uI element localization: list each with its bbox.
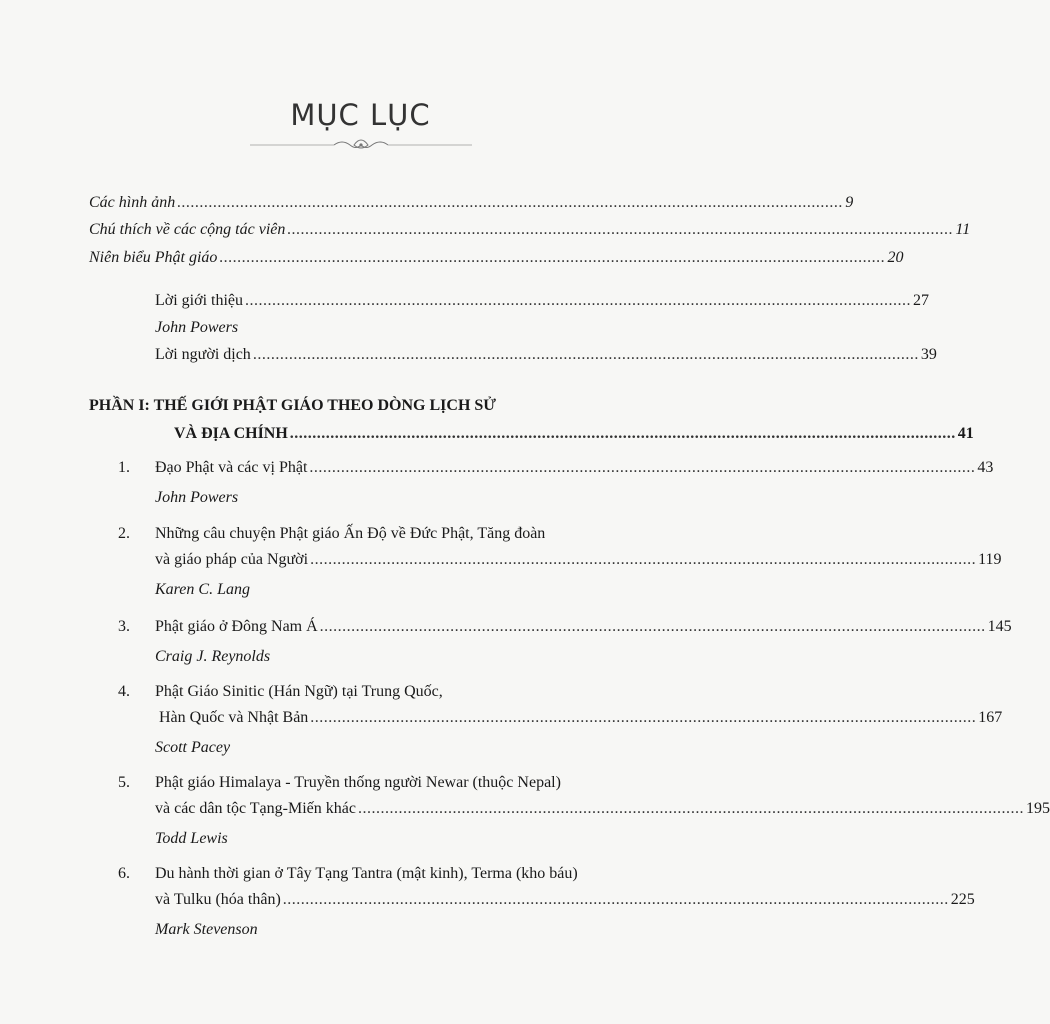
leader-dots: .................................................................................................................................................... [357,800,1024,817]
entry-label: VÀ ĐỊA CHÍNH [174,425,288,442]
entry-page: 9 [845,194,854,211]
chapter-number: 1. [118,459,130,476]
entry-label: và giáo pháp của Người [155,551,309,568]
entry-page: 119 [978,551,1002,568]
page-title: MỤC LỤC [290,98,431,132]
leader-dots: .................................................................................................................................................... [310,551,977,568]
leader-dots: .................................................................................................................................................... [319,618,986,635]
chapter-author: Scott Pacey [155,739,231,756]
chapter-author: Craig J. Reynolds [155,648,271,665]
entry-label: Các hình ảnh [89,194,176,211]
chapter-author: Todd Lewis [155,830,228,847]
title-ornament-icon [250,136,472,154]
leader-dots: .................................................................................................................................................... [219,249,886,266]
leader-dots: .................................................................................................................................................... [287,221,954,238]
entry-page: 145 [987,618,1012,635]
toc-entry-translator-note[interactable] [155,345,937,365]
chapter-number: 5. [118,774,130,791]
entry-page: 41 [957,425,974,442]
part1-heading-line2[interactable] [174,424,974,444]
leader-dots: .................................................................................................................................................... [245,292,912,309]
entry-label: Chú thích về các cộng tác viên [89,221,286,238]
entry-label: Niên biểu Phật giáo [89,249,218,266]
leader-dots: .................................................................................................................................................... [309,459,976,476]
entry-page: 11 [955,221,971,238]
leader-dots: .................................................................................................................................................... [177,194,844,211]
toc-entry-chapter-4[interactable] [159,708,1003,728]
leader-dots: .................................................................................................................................................... [310,709,977,726]
entry-label: Hàn Quốc và Nhật Bản [159,709,309,726]
entry-label: và Tulku (hóa thân) [155,891,281,908]
entry-label: Lời người dịch [155,346,251,363]
chapter-title-line1[interactable]: Phật Giáo Sinitic (Hán Ngữ) tại Trung Quốc, [155,683,443,700]
entry-page: 43 [977,459,994,476]
entry-page: 39 [920,346,937,363]
toc-entry-introduction[interactable] [155,291,930,311]
chapter-author: Mark Stevenson [155,921,258,938]
toc-entry-chapter-2[interactable] [155,550,1002,570]
toc-entry-chapter-1[interactable] [155,458,994,478]
entry-page: 27 [913,292,930,309]
entry-page: 167 [978,709,1003,726]
chapter-number: 6. [118,865,130,882]
entry-page: 20 [887,249,904,266]
chapter-title-line1[interactable]: Phật giáo Himalaya - Truyền thống người Newar (thuộc Nepal) [155,774,561,791]
toc-entry-chapter-3[interactable] [155,617,1012,637]
toc-entry-images[interactable] [89,193,854,213]
chapter-author: John Powers [155,489,239,506]
toc-entry-contributors[interactable] [89,220,971,240]
toc-entry-chapter-6[interactable] [155,890,975,910]
chapter-title-line1[interactable]: Du hành thời gian ở Tây Tạng Tantra (mật kinh), Terma (kho báu) [155,865,578,882]
leader-dots: .................................................................................................................................................... [282,891,949,908]
leader-dots: .................................................................................................................................................... [252,346,919,363]
chapter-title-line1[interactable]: Những câu chuyện Phật giáo Ấn Độ về Đức Phật, Tăng đoàn [155,525,546,542]
chapter-number: 4. [118,683,130,700]
toc-entry-chronology[interactable] [89,248,904,268]
part1-heading[interactable]: PHẦN I: THẾ GIỚI PHẬT GIÁO THEO DÒNG LỊCH SỬ [89,397,497,414]
toc-entry-chapter-5[interactable] [155,799,1050,819]
intro-author: John Powers [155,319,239,336]
entry-page: 225 [950,891,975,908]
entry-page: 195 [1025,800,1050,817]
entry-label: và các dân tộc Tạng-Miến khác [155,800,356,817]
entry-label: Lời giới thiệu [155,292,244,309]
chapter-number: 2. [118,525,130,542]
leader-dots: .................................................................................................................................................... [289,425,956,442]
chapter-number: 3. [118,618,130,635]
entry-label: Phật giáo ở Đông Nam Á [155,618,318,635]
chapter-author: Karen C. Lang [155,581,250,598]
entry-label: Đạo Phật và các vị Phật [155,459,308,476]
